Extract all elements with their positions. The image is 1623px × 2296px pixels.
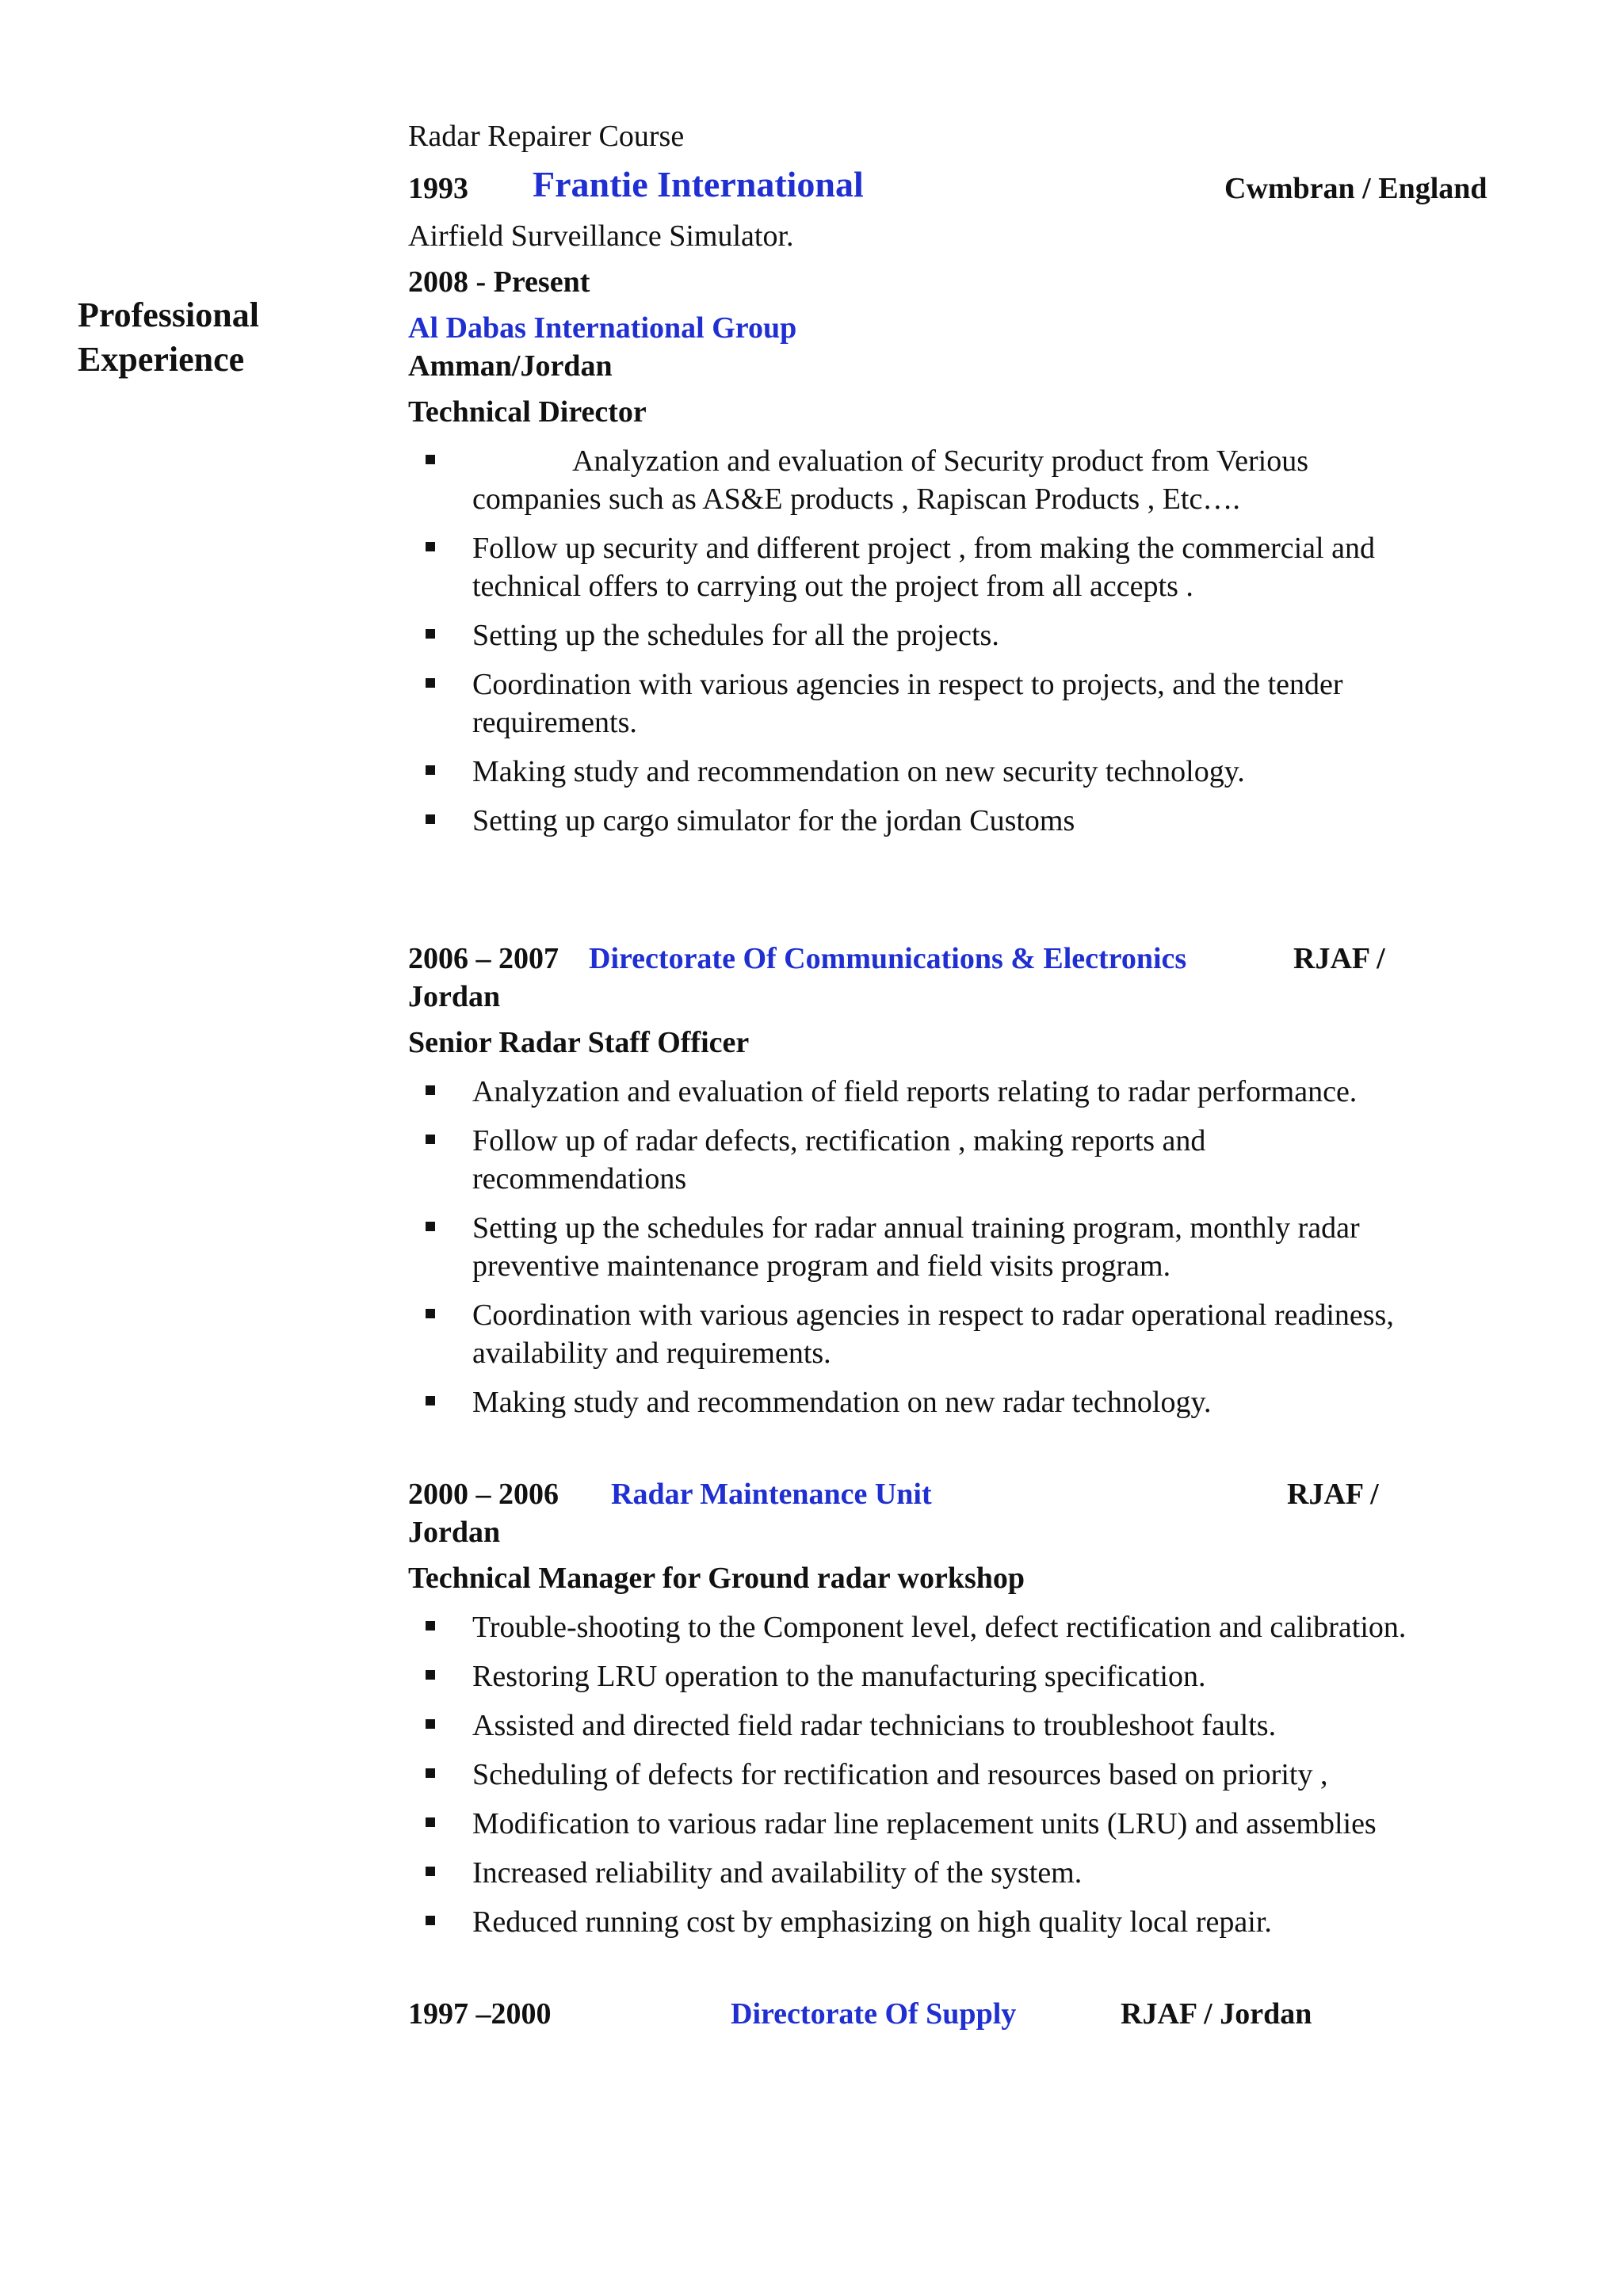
job2-dates: 2006 – 2007: [408, 942, 559, 975]
section-heading-line1: Professional: [78, 296, 259, 334]
job1-bullet-2-line1: Follow up security and different project , from making the commercial and: [472, 532, 1375, 565]
job1-bullet-4-line1: Coordination with various agencies in respect to projects, and the tender: [472, 668, 1343, 701]
bullet-marker: [426, 1867, 435, 1876]
job3-location-b: Jordan: [408, 1516, 501, 1549]
course-label: Radar Repairer Course: [408, 120, 685, 153]
bullet-marker: [426, 765, 435, 775]
job3-bullet-5: Modification to various radar line replacement units (LRU) and assemblies: [472, 1807, 1377, 1840]
job2-company: Directorate Of Communications & Electronics: [589, 942, 1187, 975]
job3-location-a: RJAF /: [1287, 1478, 1379, 1511]
job1-bullet-4-line2: requirements.: [472, 706, 637, 739]
job2-location-b: Jordan: [408, 980, 501, 1013]
job1-bullet-5: Making study and recommendation on new security technology.: [472, 755, 1245, 788]
job3-dates: 2000 – 2006: [408, 1478, 559, 1511]
job2-bullet-3-line2: preventive maintenance program and field visits program.: [472, 1249, 1171, 1283]
job2-bullet-2-line1: Follow up of radar defects, rectification , making reports and: [472, 1124, 1206, 1158]
job2-bullet-4-line1: Coordination with various agencies in respect to radar operational readiness,: [472, 1299, 1394, 1332]
bullet-marker: [426, 1309, 435, 1318]
job1-bullet-3: Setting up the schedules for all the projects.: [472, 619, 999, 652]
location-cwmbran: Cwmbran / England: [1224, 172, 1487, 205]
job1-company: Al Dabas International Group: [408, 311, 797, 345]
job1-location: Amman/Jordan: [408, 349, 613, 383]
bullet-marker: [426, 1916, 435, 1925]
company-frantie: Frantie International: [533, 164, 864, 204]
job4-company: Directorate Of Supply: [731, 1997, 1017, 2031]
job3-bullet-2: Restoring LRU operation to the manufacturing specification.: [472, 1660, 1206, 1693]
year-1993: 1993: [408, 172, 468, 205]
bullet-marker: [426, 455, 435, 464]
job3-bullet-3: Assisted and directed field radar technicians to troubleshoot faults.: [472, 1709, 1277, 1742]
bullet-marker: [426, 629, 435, 639]
job3-bullet-7: Reduced running cost by emphasizing on high quality local repair.: [472, 1905, 1272, 1939]
bullet-marker: [426, 814, 435, 824]
bullet-marker: [426, 1621, 435, 1630]
job3-company: Radar Maintenance Unit: [611, 1478, 932, 1511]
job4-dates: 1997 –2000: [408, 1997, 552, 2031]
bullet-marker: [426, 1222, 435, 1231]
bullet-marker: [426, 1670, 435, 1680]
job3-title: Technical Manager for Ground radar workshop: [408, 1562, 1025, 1595]
bullet-marker: [426, 1817, 435, 1827]
job3-bullet-4: Scheduling of defects for rectification and resources based on priority ,: [472, 1758, 1328, 1791]
bullet-marker: [426, 1085, 435, 1095]
bullet-marker: [426, 1768, 435, 1778]
bullet-marker: [426, 542, 435, 551]
section-heading-line2: Experience: [78, 340, 245, 379]
bullet-marker: [426, 678, 435, 688]
job1-bullet-2-line2: technical offers to carrying out the project from all accepts .: [472, 570, 1193, 603]
bullet-marker: [426, 1719, 435, 1729]
job3-bullet-1: Trouble-shooting to the Component level, defect rectification and calibration.: [472, 1611, 1407, 1644]
job1-title: Technical Director: [408, 395, 647, 429]
job4-location: RJAF / Jordan: [1121, 1997, 1312, 2031]
job1-bullet-1-line2: companies such as AS&E products , Rapiscan Products , Etc….: [472, 482, 1240, 516]
job3-bullet-6: Increased reliability and availability of the system.: [472, 1856, 1083, 1890]
job2-bullet-1: Analyzation and evaluation of field reports relating to radar performance.: [472, 1075, 1358, 1108]
job2-bullet-3-line1: Setting up the schedules for radar annual training program, monthly radar: [472, 1211, 1360, 1245]
job1-bullet-6: Setting up cargo simulator for the jordan Customs: [472, 804, 1075, 837]
job1-dates: 2008 - Present: [408, 265, 590, 299]
section-heading-professional-experience: [78, 293, 259, 382]
job2-bullet-2-line2: recommendations: [472, 1162, 687, 1196]
job2-bullet-5: Making study and recommendation on new radar technology.: [472, 1386, 1212, 1419]
job2-location-a: RJAF /: [1293, 942, 1385, 975]
bullet-marker: [426, 1135, 435, 1144]
bullet-marker: [426, 1396, 435, 1405]
job2-title: Senior Radar Staff Officer: [408, 1026, 750, 1059]
job1-bullet-1-line1: Analyzation and evaluation of Security product from Verious: [572, 444, 1308, 478]
project-airfield: Airfield Surveillance Simulator.: [408, 219, 794, 253]
job2-bullet-4-line2: availability and requirements.: [472, 1337, 831, 1370]
